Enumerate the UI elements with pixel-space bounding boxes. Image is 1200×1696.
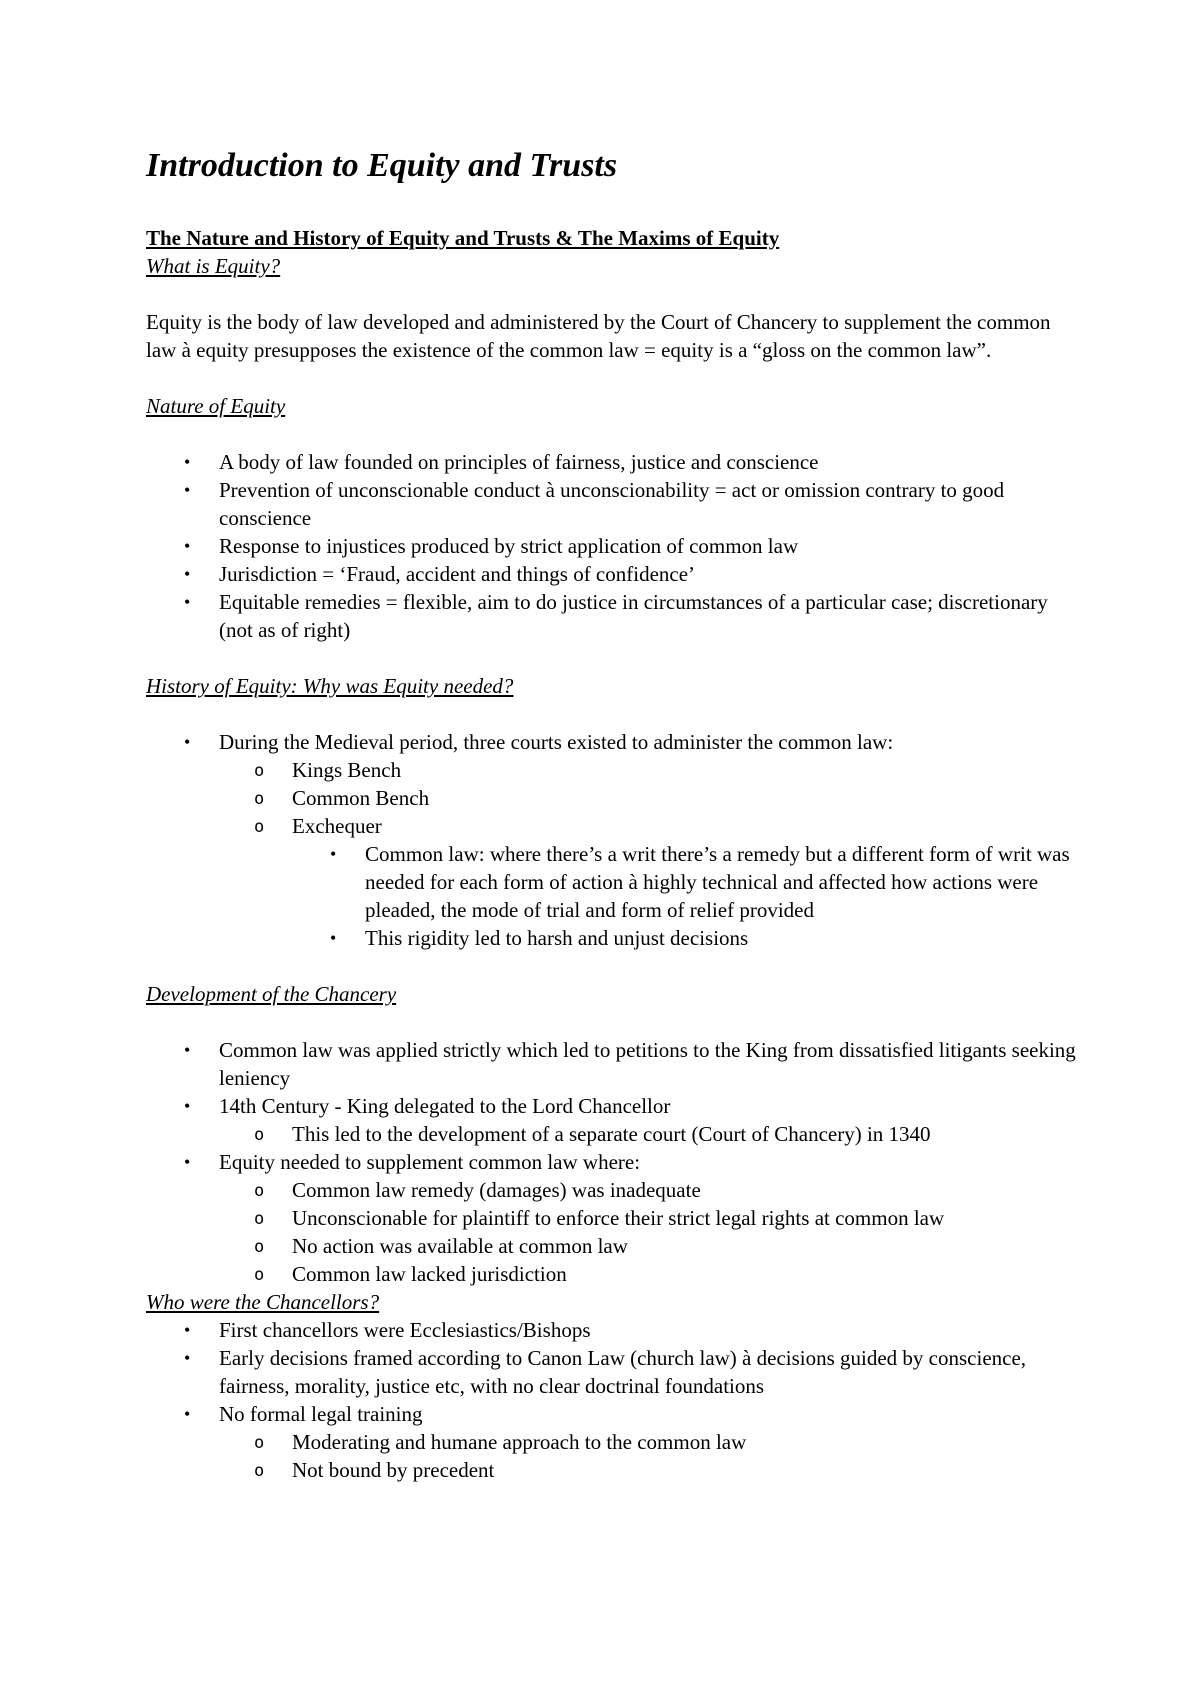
- bullet-marker: •: [184, 1404, 191, 1424]
- list-item: • No formal legal training: [184, 1402, 423, 1426]
- list-item: • 14th Century - King delegated to the Lord Chancellor: [184, 1094, 671, 1118]
- list-item: o Unconscionable for plaintiff to enforce their strict legal rights at common law: [146, 1204, 1086, 1232]
- list-item: o Moderating and humane approach to the common law: [146, 1428, 1086, 1456]
- circle-marker: o: [254, 1209, 265, 1229]
- list-item: • First chancellors were Ecclesiastics/Bishops: [184, 1318, 591, 1342]
- history-of-equity-heading: History of Equity: Why was Equity needed?: [146, 674, 514, 698]
- what-is-equity-heading: What is Equity?: [146, 254, 281, 278]
- what-is-equity-paragraph: Equity is the body of law developed and administered by the Court of Chancery to supplement the common law à equity presupposes the existence of the common law = equity is a “gloss on the common law”.: [146, 310, 1051, 362]
- circle-marker: o: [254, 1265, 265, 1285]
- bullet-marker: •: [330, 844, 337, 864]
- circle-marker: o: [254, 761, 265, 781]
- list-item: • During the Medieval period, three courts existed to administer the common law:: [184, 730, 894, 754]
- section-heading: The Nature and History of Equity and Trusts & The Maxims of Equity: [146, 226, 780, 250]
- bullet-marker: •: [184, 480, 191, 500]
- list-item: o Exchequer: [146, 812, 1086, 840]
- bullet-marker: •: [184, 1096, 191, 1116]
- circle-marker: o: [254, 1461, 265, 1481]
- list-item: • Equity needed to supplement common law where:: [184, 1150, 641, 1174]
- bullet-marker: •: [184, 452, 191, 472]
- list-item: o Not bound by precedent: [146, 1456, 1086, 1484]
- list-item: • Jurisdiction = ‘Fraud, accident and things of confidence’: [184, 562, 696, 586]
- list-item: • Early decisions framed according to Canon Law (church law) à decisions guided by conscience, fairness, morality, justice etc, with no clear doctrinal foundations: [184, 1346, 1027, 1398]
- circle-marker: o: [254, 1237, 265, 1257]
- development-of-chancery-heading: Development of the Chancery: [146, 982, 397, 1006]
- bullet-marker: •: [330, 928, 337, 948]
- list-item: • This rigidity led to harsh and unjust decisions: [330, 926, 749, 950]
- list-item: o Common law lacked jurisdiction: [146, 1260, 1086, 1288]
- chancellors-heading: Who were the Chancellors?: [146, 1290, 380, 1314]
- bullet-marker: •: [184, 536, 191, 556]
- nature-of-equity-list: [146, 448, 1086, 644]
- bullet-marker: •: [184, 732, 191, 752]
- list-item: o No action was available at common law: [146, 1232, 1086, 1260]
- list-item: • Prevention of unconscionable conduct à unconscionability = act or omission contrary to good conscience: [184, 478, 1005, 530]
- bullet-marker: •: [184, 564, 191, 584]
- list-item: • Common law: where there’s a writ there’s a remedy but a different form of writ was needed for each form of action à highly technical and affected how actions were pleaded, the mode of trial and form of relief provided: [330, 842, 1070, 922]
- history-of-equity-list: [146, 728, 1086, 952]
- bullet-marker: •: [184, 1320, 191, 1340]
- circle-marker: o: [254, 789, 265, 809]
- list-item: o This led to the development of a separate court (Court of Chancery) in 1340: [146, 1120, 1086, 1148]
- document-page: [146, 144, 1086, 1484]
- bullet-marker: •: [184, 1152, 191, 1172]
- circle-marker: o: [254, 1125, 265, 1145]
- bullet-marker: •: [184, 1348, 191, 1368]
- development-of-chancery-list: [146, 1036, 1086, 1288]
- bullet-marker: •: [184, 1040, 191, 1060]
- list-item: o Kings Bench: [146, 756, 1086, 784]
- list-item: • A body of law founded on principles of fairness, justice and conscience: [184, 450, 819, 474]
- list-item: • Equitable remedies = flexible, aim to do justice in circumstances of a particular case; discretionary (not as of right): [184, 590, 1048, 642]
- list-item: • Response to injustices produced by strict application of common law: [184, 534, 799, 558]
- bullet-marker: •: [184, 592, 191, 612]
- circle-marker: o: [254, 1181, 265, 1201]
- list-item: o Common law remedy (damages) was inadequate: [146, 1176, 1086, 1204]
- list-item: • Common law was applied strictly which led to petitions to the King from dissatisfied litigants seeking leniency: [184, 1038, 1076, 1090]
- circle-marker: o: [254, 817, 265, 837]
- nature-of-equity-heading: Nature of Equity: [146, 394, 286, 418]
- chancellors-list: [146, 1316, 1086, 1484]
- document-title: Introduction to Equity and Trusts: [146, 147, 618, 184]
- list-item: o Common Bench: [146, 784, 1086, 812]
- circle-marker: o: [254, 1433, 265, 1453]
